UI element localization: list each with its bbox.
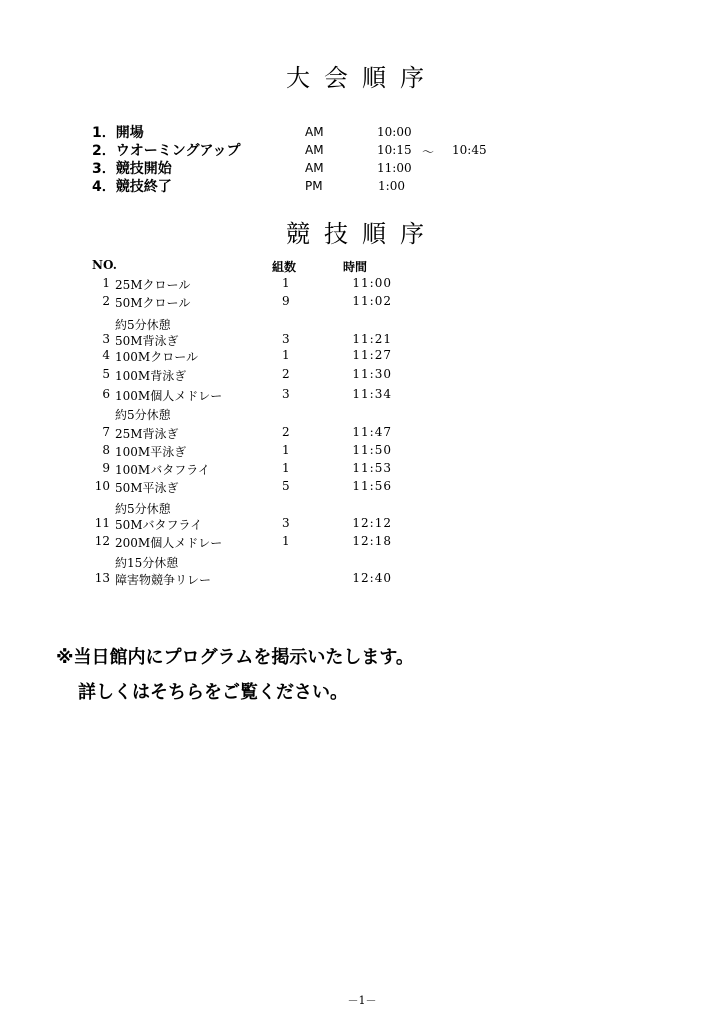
- schedule-ampm: AM: [305, 125, 324, 139]
- row-event: 約15分休憩: [115, 556, 179, 570]
- row-time: 12:18: [352, 534, 392, 548]
- table-row: [0, 367, 724, 385]
- row-number: 8: [102, 443, 110, 457]
- row-number: 13: [94, 571, 110, 585]
- row-count: 1: [282, 534, 290, 548]
- row-count: 3: [282, 387, 290, 401]
- row-number: 11: [94, 516, 110, 530]
- row-number: 3: [102, 332, 110, 346]
- row-event: 約5分休憩: [115, 318, 171, 332]
- row-count: 1: [282, 443, 290, 457]
- schedule-ampm: PM: [305, 179, 323, 193]
- schedule-time: 11:00: [377, 161, 412, 175]
- row-event: 50Mバタフライ: [115, 518, 203, 532]
- row-count: 3: [282, 516, 290, 530]
- schedule-time: 10:15: [377, 143, 412, 157]
- schedule-time: 10:00: [377, 125, 412, 139]
- row-number: 9: [102, 461, 110, 475]
- schedule-end-time: 10:45: [452, 143, 487, 157]
- row-event: 約5分休憩: [115, 502, 171, 516]
- row-time: 11:27: [352, 348, 392, 362]
- row-time: 11:34: [352, 387, 392, 401]
- row-number: 6: [102, 387, 110, 401]
- row-time: 11:21: [352, 332, 392, 346]
- schedule-ampm: AM: [305, 143, 324, 157]
- row-number: 12: [94, 534, 110, 548]
- schedule-tilde: ～: [422, 145, 435, 159]
- row-event: 100M平泳ぎ: [115, 445, 187, 459]
- table-row: [0, 443, 724, 461]
- events-title: 競技順序: [286, 220, 438, 248]
- table-row: [0, 348, 724, 366]
- row-time: 12:40: [352, 571, 392, 585]
- schedule-label: 2．ウオーミングアップ: [92, 143, 241, 159]
- table-row: [0, 479, 724, 497]
- note-line-2: 詳しくはそちらをご覧ください。: [78, 682, 348, 703]
- row-number: 1: [102, 276, 110, 290]
- schedule-label: 3．競技開始: [92, 161, 172, 177]
- row-count: 2: [282, 425, 290, 439]
- row-event: 100M背泳ぎ: [115, 369, 187, 383]
- schedule-time: 1:00: [378, 179, 405, 193]
- schedule-label: 4．競技終了: [92, 179, 172, 195]
- table-row: [0, 534, 724, 552]
- row-count: 2: [282, 367, 290, 381]
- row-number: 7: [102, 425, 110, 439]
- row-count: 1: [282, 461, 290, 475]
- row-count: 9: [282, 294, 290, 308]
- row-event: 障害物競争リレー: [115, 573, 212, 587]
- row-time: 11:56: [352, 479, 392, 493]
- row-number: 4: [102, 348, 110, 362]
- row-count: 3: [282, 332, 290, 346]
- note-line-1: ※当日館内にプログラムを掲示いたします。: [56, 647, 414, 668]
- row-time: 11:53: [352, 461, 392, 475]
- header-no: NO.: [92, 258, 117, 272]
- table-row: [0, 516, 724, 534]
- row-event: 200M個人メドレー: [115, 536, 223, 550]
- row-event: 100Mバタフライ: [115, 463, 210, 477]
- row-count: 1: [282, 348, 290, 362]
- row-time: 11:47: [352, 425, 392, 439]
- page-number: －1－: [347, 994, 377, 1007]
- row-event: 25Mクロール: [115, 278, 191, 292]
- table-row: [0, 294, 724, 312]
- table-row: [0, 554, 724, 572]
- header-time: 時間: [343, 260, 368, 274]
- header-count: 組数: [272, 260, 297, 274]
- table-row: [0, 406, 724, 424]
- row-number: 10: [94, 479, 110, 493]
- table-row: [0, 461, 724, 479]
- row-number: 2: [102, 294, 110, 308]
- schedule-ampm: AM: [305, 161, 324, 175]
- row-time: 11:02: [352, 294, 392, 308]
- row-event: 100Mクロール: [115, 350, 198, 364]
- row-time: 11:30: [352, 367, 392, 381]
- schedule-title: 大会順序: [286, 64, 438, 92]
- table-row: [0, 276, 724, 294]
- row-time: 11:00: [352, 276, 392, 290]
- table-row: [0, 425, 724, 443]
- row-event: 50M平泳ぎ: [115, 481, 179, 495]
- row-event: 50Mクロール: [115, 296, 191, 310]
- table-row: [0, 387, 724, 405]
- row-event: 50M背泳ぎ: [115, 334, 179, 348]
- row-event: 100M個人メドレー: [115, 389, 223, 403]
- row-count: 1: [282, 276, 290, 290]
- row-time: 12:12: [352, 516, 392, 530]
- row-count: 5: [282, 479, 290, 493]
- row-number: 5: [102, 367, 110, 381]
- row-event: 25M背泳ぎ: [115, 427, 179, 441]
- row-event: 約5分休憩: [115, 408, 171, 422]
- schedule-label: 1．開場: [92, 125, 144, 141]
- row-time: 11:50: [352, 443, 392, 457]
- table-row: [0, 571, 724, 589]
